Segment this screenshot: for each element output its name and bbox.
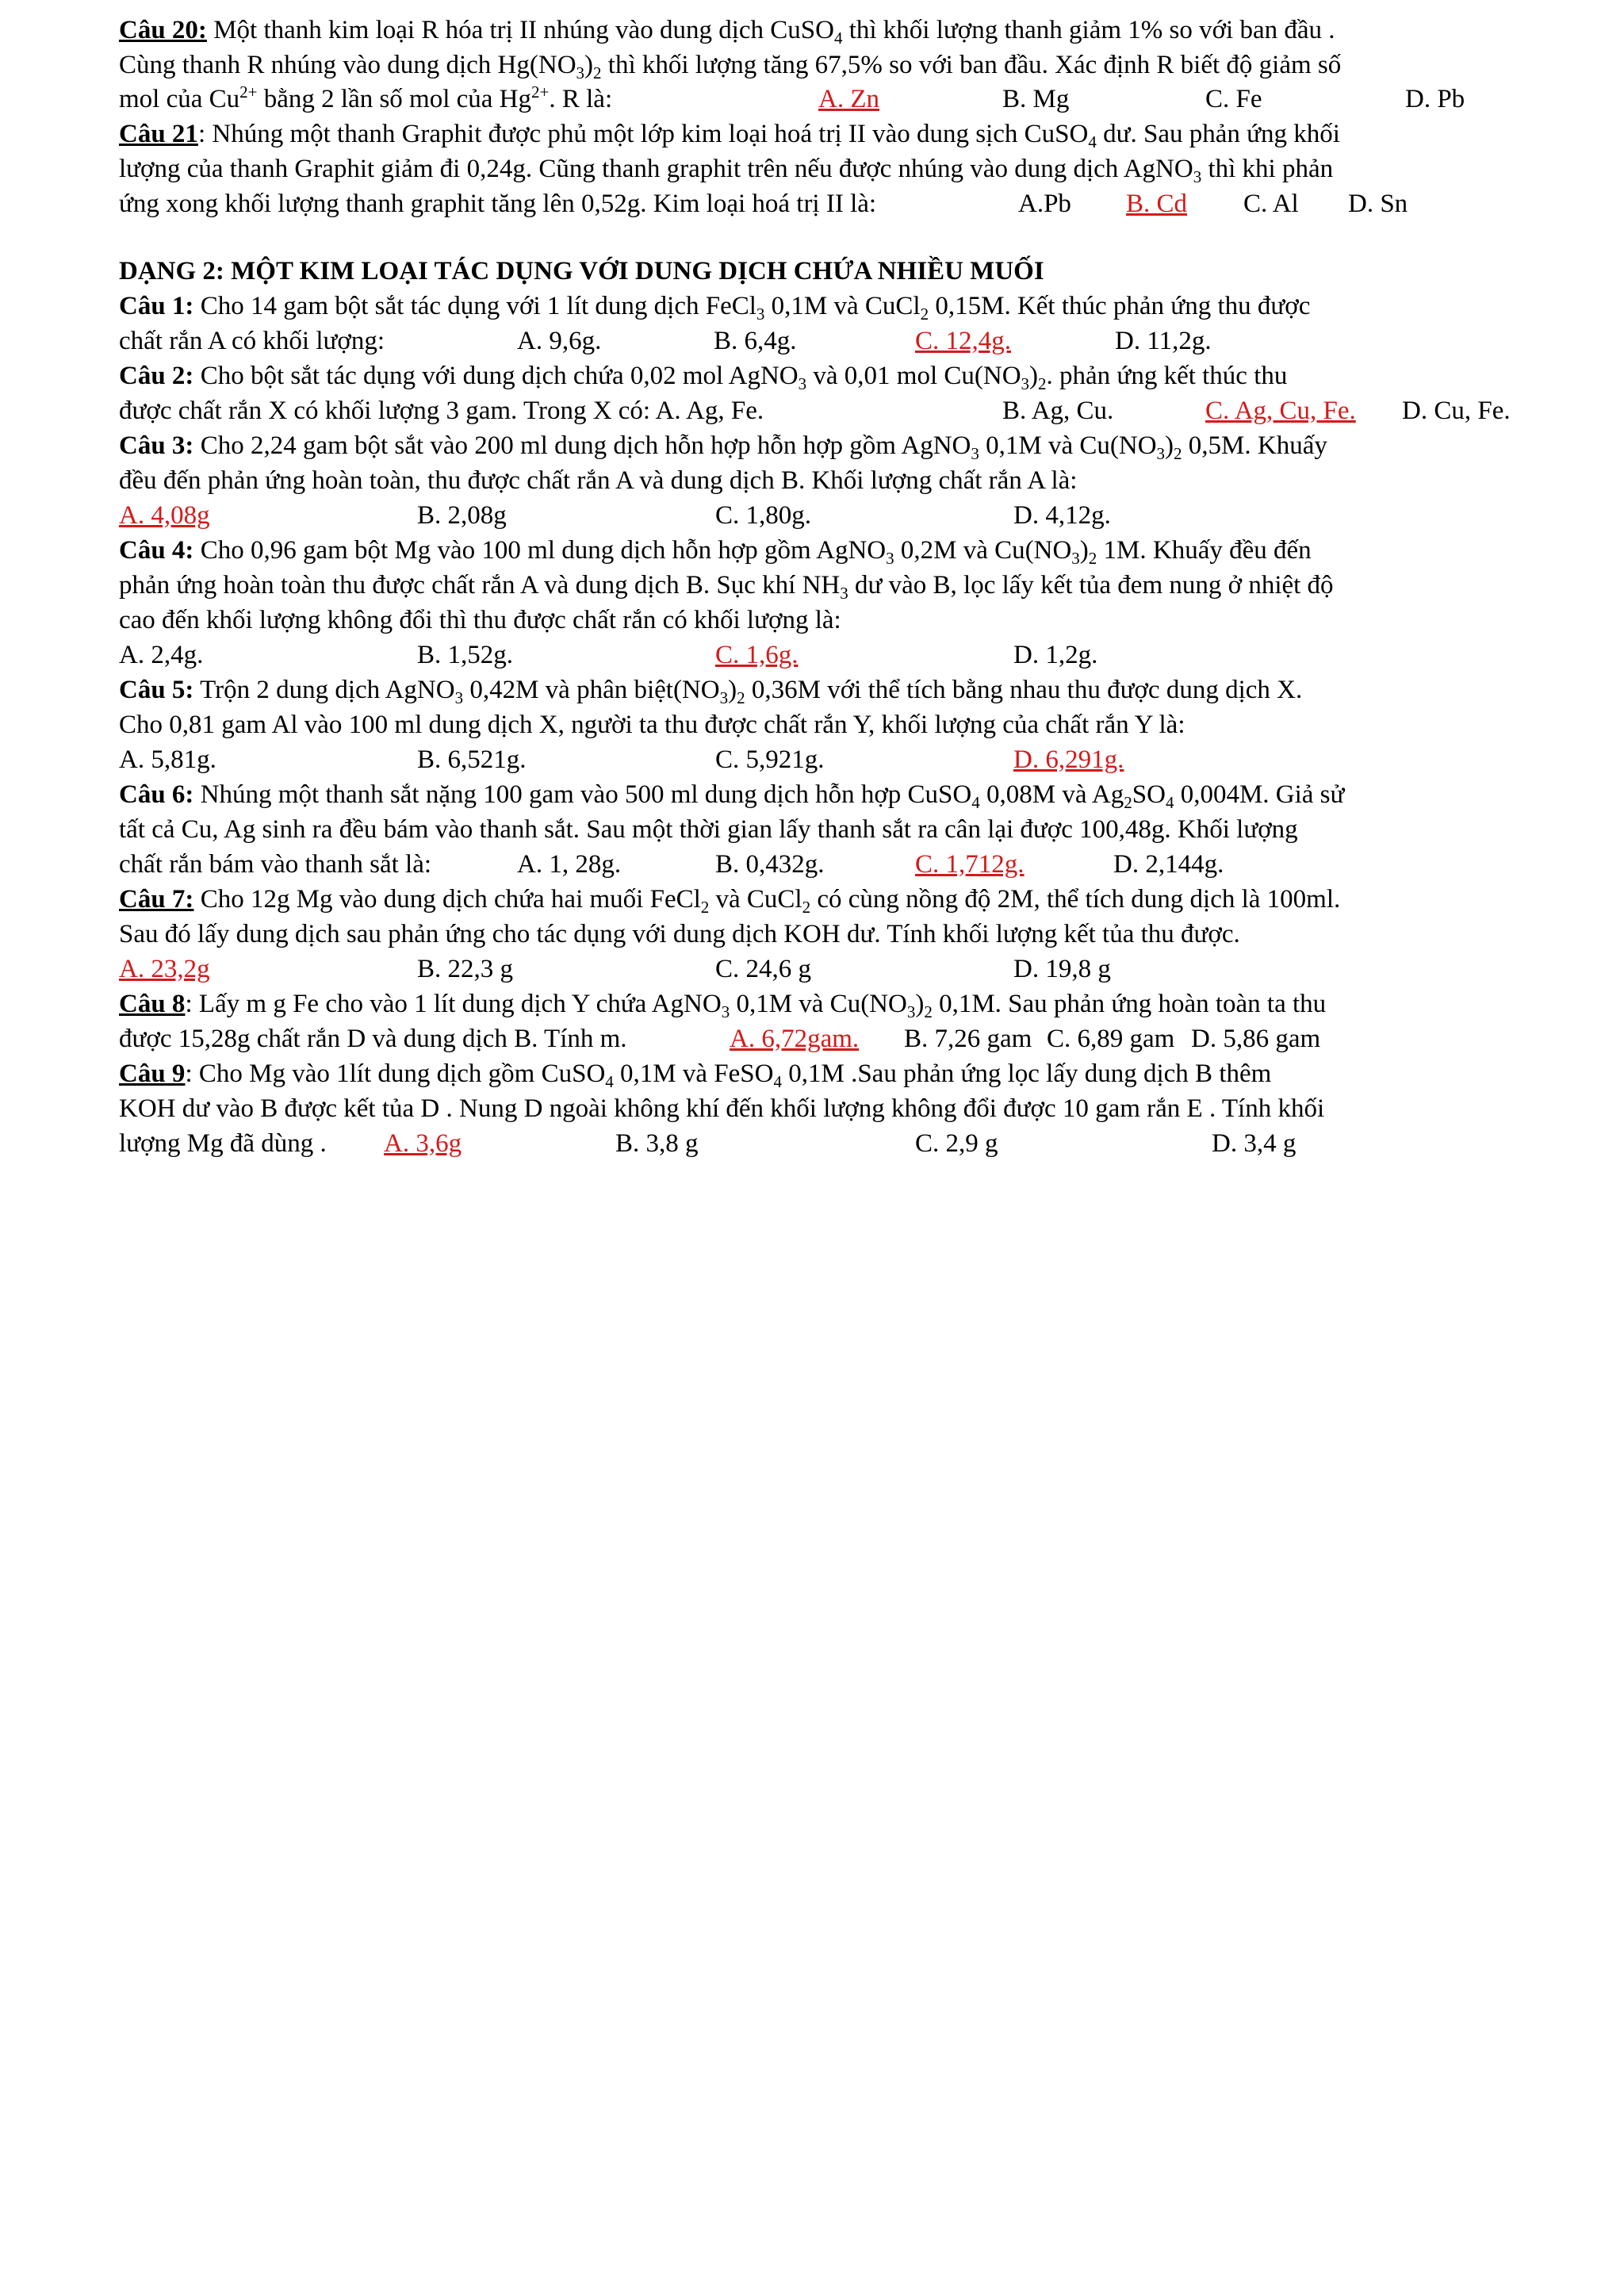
c2-label: Câu 2: (119, 362, 194, 390)
c1-option-a: A. 9,6g. (517, 327, 602, 355)
c9-option-b: B. 3,8 g (615, 1129, 699, 1158)
q20-option-b: B. Mg (1002, 85, 1070, 113)
c8-label: Câu 8 (119, 990, 186, 1018)
c1-option-d: D. 11,2g. (1115, 327, 1212, 355)
c1-option-c: C. 12,4g. (915, 327, 1012, 355)
c6-option-a: A. 1, 28g. (517, 850, 622, 879)
c5-line-1: Câu 5: Trộn 2 dung dịch AgNO$_3$ 0,42M và phân $biệt(NO_3)_2$ 0,36M với thể tích bằng nhau thu được dung dịch X. (119, 676, 1303, 707)
q21-label: Câu 21 (119, 120, 198, 148)
q21-line-3: ứng xong khối lượng thanh graphit tăng lên 0,52g. Kim loại hoá trị II là: A.Pb B. Cd C. Al D. Sn (119, 186, 1538, 221)
c9-line-3: lượng Mg đã dùng . A. 3,6g B. 3,8 g C. 2,9 g D. 3,4 g (119, 1126, 1538, 1161)
c4-label: Câu 4: (119, 536, 194, 565)
c8-line-2: được 15,28g chất rắn D và dung dịch B. Tính m. A. 6,72gam. B. 7,26 gam C. 6,89 gam D. 5,86 gam (119, 1021, 1538, 1056)
c3-option-d: D. 4,12g. (1013, 501, 1111, 530)
c1-line-1: Câu 1: Cho 14 gam bột sắt tác dụng với 1 lít dung dịch FeCl$_3$ 0,1M và CuCl$_2$ 0,15M. Kết thúc phản ứng thu được (119, 292, 1311, 324)
c2-option-d: D. Cu, Fe. (1402, 397, 1511, 425)
c9-option-d: D. 3,4 g (1212, 1129, 1297, 1158)
c4-line-2: phản ứng hoàn toàn thu được chất rắn A và dung dịch B. Sục khí $NH_3$ dư vào B, lọc lấy kết tủa đem nung ở nhiệt độ (119, 571, 1334, 603)
q20-line-1: Câu 20: Một thanh kim loại R hóa trị II nhúng vào dung dịch CuSO$_4$ thì khối lượng thanh giảm 1% so với ban đầu . (119, 16, 1335, 48)
c8-option-d: D. 5,86 gam (1191, 1025, 1321, 1053)
c6-option-d: D. 2,144g. (1113, 850, 1224, 879)
c5-option-d: D. 6,291g. (1013, 745, 1124, 774)
c8-line-1: Câu 8: Lấy m g Fe cho vào 1 lít dung dịch Y chứa AgNO$_3$ 0,1M và $Cu(NO_3)_2$ 0,1M. Sau phản ứng hoàn toàn ta thu (119, 990, 1327, 1021)
c7-line-1: Câu 7: Cho 12g Mg vào dung dịch chứa hai muối FeCl$_2$ và CuCl$_2$ có cùng nồng độ 2M, thể tích dung dịch là 100ml. (119, 885, 1341, 917)
c1-label: Câu 1: (119, 292, 194, 320)
q20-line-3: mol của $Cu^{2+}$ bằng 2 lần số mol của $Hg^{2+}$. R là: A. Zn B. Mg C. Fe D. Pb (119, 82, 1538, 117)
c7-line-2: Sau đó lấy dung dịch sau phản ứng cho tác dụng với dung dịch KOH dư. Tính khối lượng kết tủa thu được. (119, 920, 1240, 948)
c7-option-c: C. 24,6 g (715, 955, 812, 983)
c6-option-b: B. 0,432g. (715, 850, 825, 879)
q21-line-2: lượng của thanh Graphit giảm đi 0,24g. Cũng thanh graphit trên nếu được nhúng vào dung dịch AgNO$_3$ thì khi phản (119, 155, 1334, 186)
c4-line-1: Câu 4: Cho 0,96 gam bột Mg vào 100 ml dung dịch hỗn hợp gồm AgNO$_3$ 0,2M và $Cu(NO_3)_2$ 1M. Khuấy đều đến (119, 536, 1312, 568)
c4-option-b: B. 1,52g. (417, 641, 514, 669)
c5-option-a: A. 5,81g. (119, 745, 216, 774)
c4-option-a: A. 2,4g. (119, 641, 204, 669)
c7-option-b: B. 22,3 g (417, 955, 514, 983)
c5-line-2: Cho 0,81 gam Al vào 100 ml dung dịch X, người ta thu được chất rắn Y, khối lượng của chất rắn Y là: (119, 711, 1185, 739)
c9-option-a: A. 3,6g (384, 1129, 462, 1158)
q20-option-a: A. Zn (818, 85, 879, 113)
c3-label: Câu 3: (119, 431, 194, 460)
c4-line-3: cao đến khối lượng không đổi thì thu được chất rắn có khối lượng là: (119, 606, 841, 634)
c6-label: Câu 6: (119, 780, 194, 809)
q20-line-2: Cùng thanh R nhúng vào dung dịch $Hg(NO_3)_2$ thì khối lượng tăng 67,5% so với ban đầu. Xác định R biết độ giảm số (119, 51, 1342, 82)
q20-option-d: D. Pb (1405, 85, 1465, 113)
c3-option-a: A. 4,08g (119, 501, 210, 530)
c8-option-a: A. 6,72gam. (730, 1025, 860, 1053)
c3-line-1: Câu 3: Cho 2,24 gam bột sắt vào 200 ml dung dịch hỗn hợp hỗn hợp gồm AgNO$_3$ 0,1M và $Cu(NO_3)_2$ 0,5M. Khuấy (119, 431, 1327, 463)
c6-line-1: Câu 6: Nhúng một thanh sắt nặng 100 gam vào 500 ml dung dịch hỗn hợp CuSO$_4$ 0,08M và $Ag_2SO_4$ 0,004M. Giả sử (119, 780, 1345, 812)
section-heading: DẠNG 2: MỘT KIM LOẠI TÁC DỤNG VỚI DUNG DỊCH CHỨA NHIỀU MUỐI (119, 257, 1044, 285)
q20-option-c: C. Fe (1205, 85, 1262, 113)
c2-option-c: C. Ag, Cu, Fe. (1205, 397, 1356, 425)
c7-option-a: A. 23,2g (119, 955, 210, 983)
c9-label: Câu 9 (119, 1059, 186, 1088)
c8-option-b: B. 7,26 gam (904, 1025, 1032, 1053)
c6-line-3: chất rắn bám vào thanh sắt là: A. 1, 28g. B. 0,432g. C. 1,712g. D. 2,144g. (119, 847, 1538, 882)
c6-option-c: C. 1,712g. (915, 850, 1025, 879)
c2-line-2: được chất rắn X có khối lượng 3 gam. Trong X có: A. Ag, Fe. B. Ag, Cu. C. Ag, Cu, Fe. D. Cu, Fe. (119, 393, 1538, 428)
q20-label: Câu 20: (119, 16, 207, 44)
q21-option-c: C. Al (1243, 190, 1299, 218)
q21-option-b: B. Cd (1126, 190, 1188, 218)
c9-line-1: Câu 9: Cho Mg vào 1lít dung dịch gồm CuSO$_4$ 0,1M và FeSO$_4$ 0,1M .Sau phản ứng lọc lấy dung dịch B thêm (119, 1059, 1272, 1091)
c3-option-b: B. 2,08g (417, 501, 507, 530)
c1-option-b: B. 6,4g. (714, 327, 797, 355)
c5-option-b: B. 6,521g. (417, 745, 527, 774)
c9-option-c: C. 2,9 g (915, 1129, 998, 1158)
q21-option-d: D. Sn (1348, 190, 1408, 218)
c4-option-c: C. 1,6g. (715, 641, 799, 669)
c9-line-2: KOH dư vào B được kết tủa D . Nung D ngoài không khí đến khối lượng không đổi được 10 gam rắn E . Tính khối (119, 1094, 1325, 1123)
c5-option-c: C. 5,921g. (715, 745, 825, 774)
c4-option-d: D. 1,2g. (1013, 641, 1098, 669)
c1-line-2: chất rắn A có khối lượng: A. 9,6g. B. 6,4g. C. 12,4g. D. 11,2g. (119, 324, 1538, 358)
c3-line-2: đều đến phản ứng hoàn toàn, thu được chất rắn A và dung dịch B. Khối lượng chất rắn A là: (119, 466, 1078, 495)
c5-label: Câu 5: (119, 676, 194, 704)
c7-label: Câu 7: (119, 885, 194, 914)
c2-option-b: B. Ag, Cu. (1002, 397, 1114, 425)
c2-line-1: Câu 2: Cho bột sắt tác dụng với dung dịch chứa 0,02 mol AgNO$_3$ và 0,01 mol $Cu(NO_3)_2$. phản ứng kết thúc thu (119, 362, 1288, 393)
c3-option-c: C. 1,80g. (715, 501, 812, 530)
c7-option-d: D. 19,8 g (1013, 955, 1111, 983)
q21-option-a: A.Pb (1018, 190, 1071, 218)
q21-line-1: Câu 21: Nhúng một thanh Graphit được phủ một lớp kim loại hoá trị II vào dung sịch CuSO$_4$ dư. Sau phản ứng khối (119, 120, 1340, 151)
c8-option-c: C. 6,89 gam (1047, 1025, 1175, 1053)
c6-line-2: tất cả Cu, Ag sinh ra đều bám vào thanh sắt. Sau một thời gian lấy thanh sắt ra cân lại được 100,48g. Khối lượng (119, 815, 1298, 844)
